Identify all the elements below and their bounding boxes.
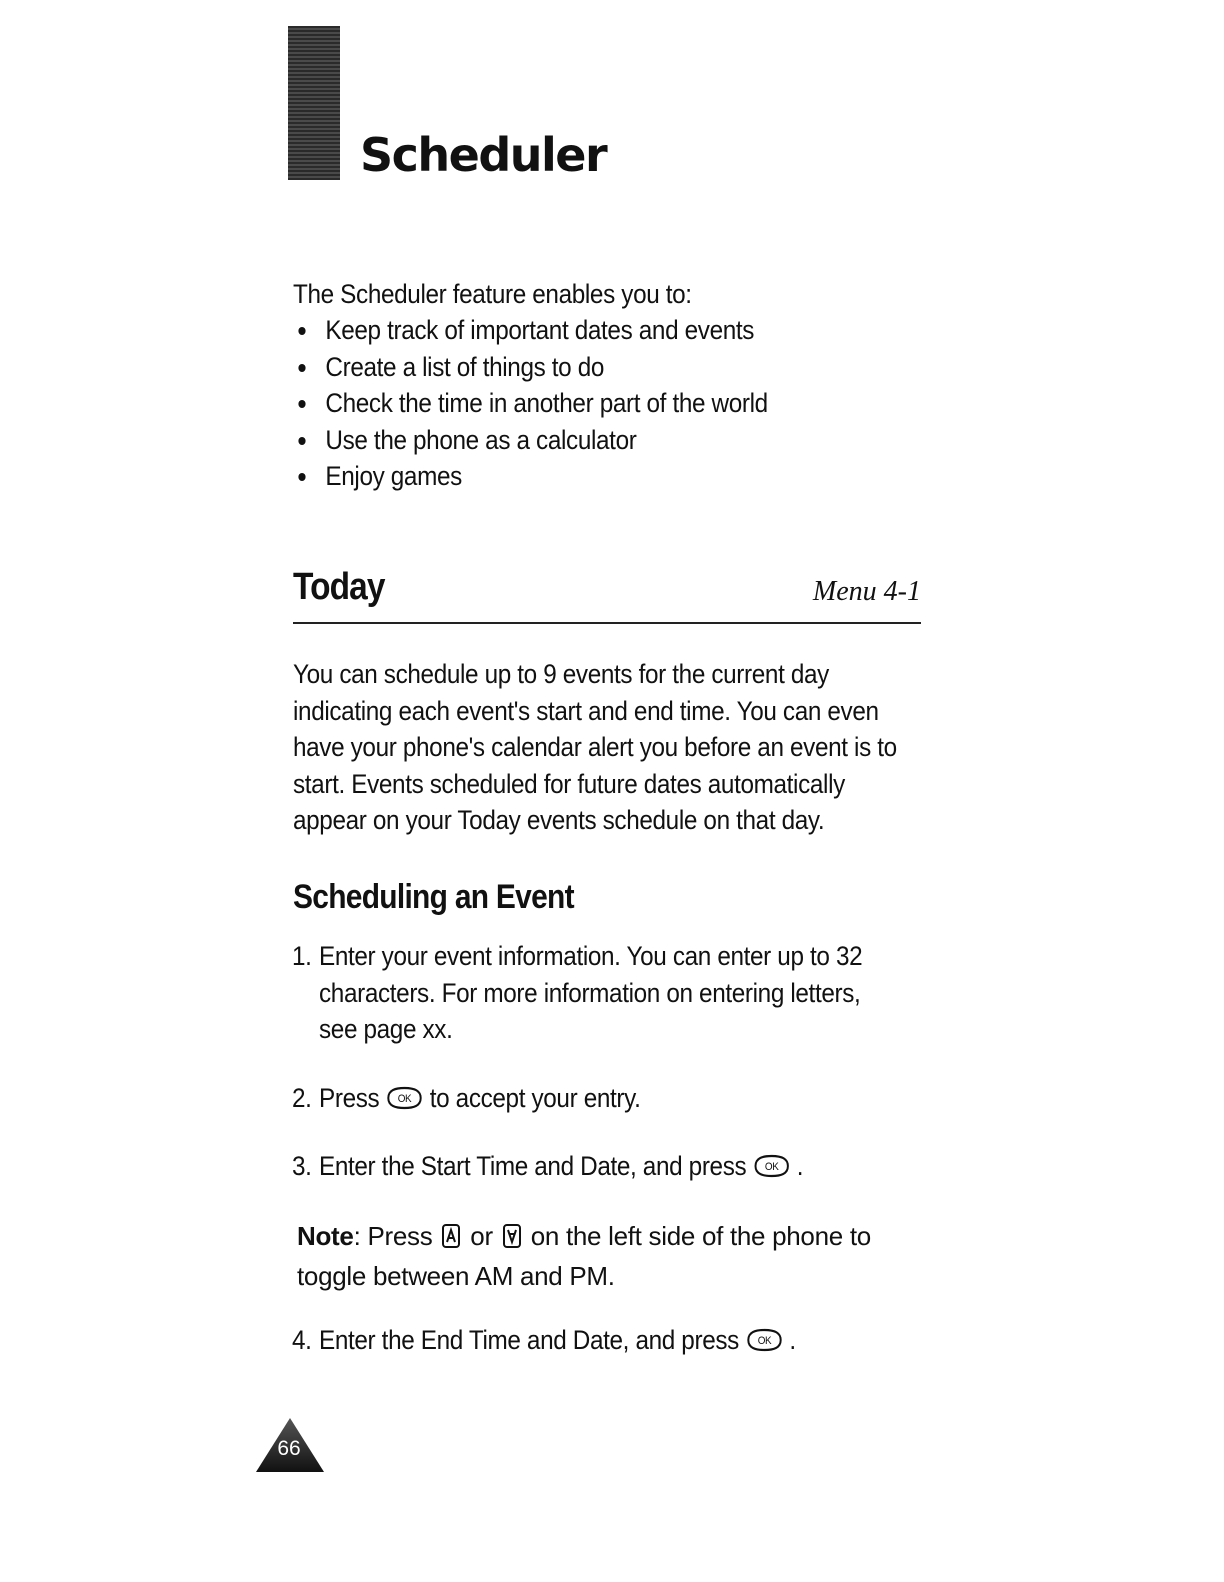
chapter-marker-bar <box>288 26 340 180</box>
step-text-before: Press <box>319 1083 380 1113</box>
note-text-or: or <box>470 1221 493 1251</box>
list-item: Create a list of things to do <box>293 349 887 386</box>
section-title: Today <box>293 566 385 608</box>
step-number: 4. <box>292 1325 312 1355</box>
list-item: Use the phone as a calculator <box>293 422 887 459</box>
step-number: 1. <box>292 941 312 971</box>
volume-up-key-icon <box>441 1222 461 1258</box>
note-text-after: on the left side of the phone to toggle between AM and PM. <box>297 1221 871 1291</box>
step-text-before: Enter the End Time and Date, and press <box>319 1325 739 1355</box>
step-1 <box>292 938 904 1048</box>
subsection-title: Scheduling an Event <box>293 878 574 916</box>
step-text: Enter your event information. You can enter up to 32 characters. For more information on entering letters, see page xx. <box>319 941 863 1044</box>
feature-list <box>293 312 887 495</box>
ok-key-icon <box>752 1152 792 1189</box>
menu-reference: Menu 4-1 <box>812 576 921 607</box>
svg-text:OK: OK <box>764 1161 779 1174</box>
note-text-before: Press <box>367 1221 433 1251</box>
step-number: 3. <box>292 1151 312 1181</box>
svg-text:OK: OK <box>757 1335 771 1348</box>
step-text-before: Enter the Start Time and Date, and press <box>319 1151 747 1181</box>
step-4 <box>292 1322 949 1363</box>
step-text-after: . <box>796 1151 804 1181</box>
step-2 <box>292 1080 949 1121</box>
ok-key-icon <box>385 1084 425 1121</box>
step-3 <box>292 1148 949 1189</box>
list-item: Enjoy games <box>293 458 887 495</box>
list-item: Check the time in another part of the world <box>293 385 887 422</box>
step-text-after: . <box>789 1325 796 1355</box>
intro-lead: The Scheduler feature enables you to: <box>293 279 692 309</box>
page-number: 66 <box>277 1437 301 1460</box>
volume-down-key-icon <box>502 1222 522 1258</box>
step-number: 2. <box>292 1083 312 1113</box>
svg-text:OK: OK <box>397 1093 412 1106</box>
section-paragraph: You can schedule up to 9 events for the current day indicating each event's start and end time. You can even have your phone's calendar alert you before an event is to start. Events scheduled for future dates automatically appear on your Today events schedule on that day. <box>293 659 897 835</box>
section-header <box>293 562 921 624</box>
note-label: Note <box>297 1221 354 1251</box>
chapter-title: Scheduler <box>360 128 607 182</box>
list-item: Keep track of important dates and events <box>293 312 887 349</box>
ok-key-icon <box>744 1326 784 1363</box>
note: Note: Press or on the left side of the phone to toggle between AM and PM. <box>297 1221 871 1291</box>
step-text-after: to accept your entry. <box>429 1083 641 1113</box>
